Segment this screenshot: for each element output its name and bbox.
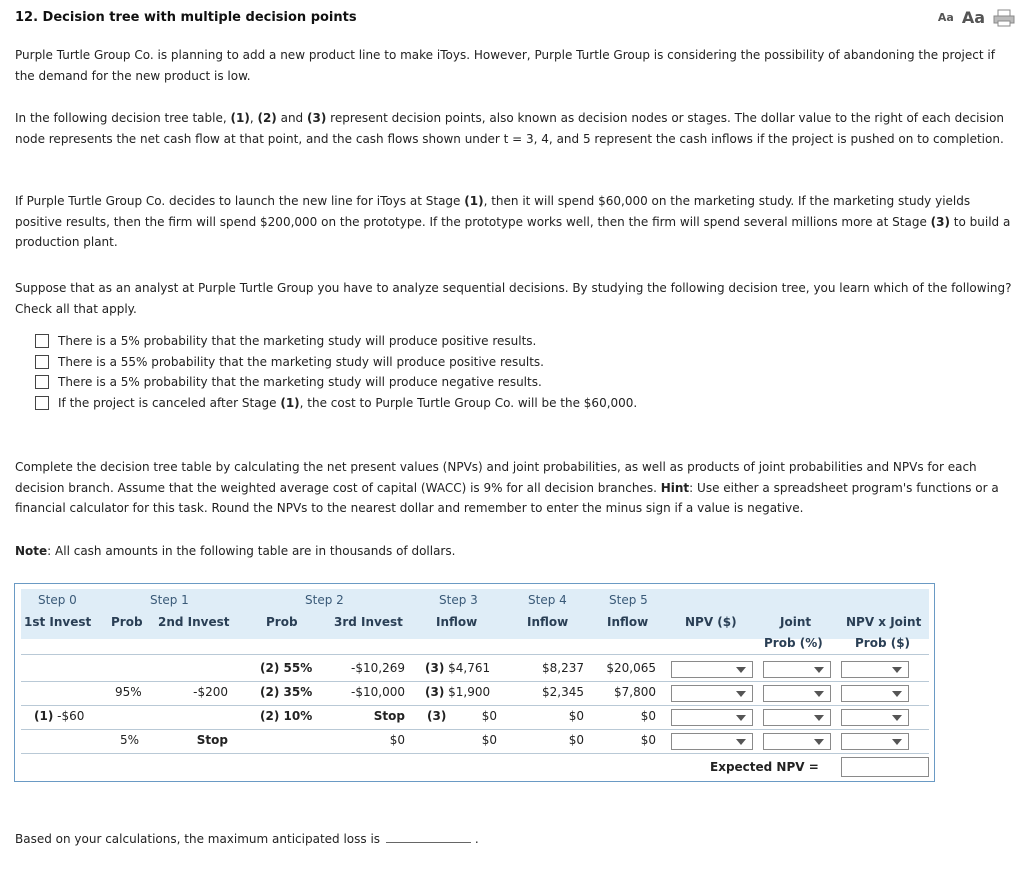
inflow-4-cell: $0 xyxy=(568,709,584,723)
row-divider xyxy=(21,753,929,754)
inflow-4-cell: $8,237 xyxy=(542,661,584,675)
chevron-down-icon xyxy=(814,715,824,721)
inflow-3-label: (3) xyxy=(427,709,447,723)
expected-npv-input[interactable] xyxy=(841,757,929,777)
step-5-label: Step 5 xyxy=(609,593,648,607)
chevron-down-icon xyxy=(814,691,824,697)
checklist-item[interactable]: There is a 55% probability that the marketing study will produce positive results. xyxy=(35,352,637,373)
decision-points-paragraph: In the following decision tree table, (1), (2) and (3) represent decision points, also known as decision nodes or stages. The dollar value to the right of each decision node represents the net cash flow at that point, and the cash flows shown under t = 3, 4, and 5 represent the cash inflows if the project is pushed on to completion. xyxy=(15,111,1005,146)
checkbox[interactable] xyxy=(35,375,49,389)
npv-dropdown[interactable] xyxy=(671,685,753,702)
decision-tree-table xyxy=(14,583,935,782)
header-prob-1: Prob xyxy=(111,615,143,629)
max-loss-input[interactable] xyxy=(386,829,471,843)
header-joint: Joint xyxy=(780,615,812,629)
inflow-5-cell: $0 xyxy=(640,709,656,723)
npv-dropdown[interactable] xyxy=(671,709,753,726)
prob-2-cell: (2) 55% xyxy=(260,661,313,675)
chevron-down-icon xyxy=(892,691,902,697)
answer-checklist xyxy=(35,331,637,413)
invest-2-cell: -$200 xyxy=(193,685,228,699)
chevron-down-icon xyxy=(736,667,746,673)
prob-1-cell: 5% xyxy=(120,733,140,747)
prob-2-cell: (2) 10% xyxy=(260,709,313,723)
npv-joint-dropdown[interactable] xyxy=(841,709,909,726)
npv-joint-dropdown[interactable] xyxy=(841,733,909,750)
row-divider xyxy=(21,681,929,682)
inflow-3-cell: $0 xyxy=(481,733,497,747)
inflow-3-cell: $0 xyxy=(481,709,497,723)
prob-2-cell: (2) 35% xyxy=(260,685,313,699)
checkbox[interactable] xyxy=(35,334,49,348)
invest-3-cell: -$10,000 xyxy=(351,685,405,699)
header-npv-joint: NPV x Joint xyxy=(846,615,922,629)
npv-dropdown[interactable] xyxy=(671,733,753,750)
header-inflow-5: Inflow xyxy=(607,615,649,629)
header-inflow-4: Inflow xyxy=(527,615,569,629)
instructions-paragraph: Complete the decision tree table by calculating the net present values (NPVs) and joint probabilities, as well as products of joint probabilities and NPVs for each decision branch. Assume that the weighted average cost of capital (WACC) is 9% for all decision branches. Hint: Use either a spreadsheet program's functions or a financial calculator for this task. Round the NPVs to the nearest dollar and remember to enter the minus sign if a value is negative. xyxy=(15,460,999,515)
invest-3-cell: -$10,269 xyxy=(351,661,405,675)
joint-prob-dropdown[interactable] xyxy=(763,685,831,702)
prob-1-cell: 95% xyxy=(115,685,142,699)
decrease-font-button[interactable]: Aa xyxy=(937,11,954,24)
header-1st-invest: 1st Invest xyxy=(24,615,92,629)
invest-3-cell: Stop xyxy=(373,709,405,723)
joint-prob-dropdown[interactable] xyxy=(763,661,831,678)
increase-font-button[interactable]: Aa xyxy=(961,8,985,27)
chevron-down-icon xyxy=(736,715,746,721)
inflow-4-cell: $2,345 xyxy=(542,685,584,699)
invest-2-cell: Stop xyxy=(196,733,228,747)
npv-joint-dropdown[interactable] xyxy=(841,661,909,678)
checklist-item[interactable]: There is a 5% probability that the marketing study will produce positive results. xyxy=(35,331,637,352)
chevron-down-icon xyxy=(892,667,902,673)
inflow-5-cell: $20,065 xyxy=(606,661,656,675)
question-title: 12. Decision tree with multiple decision points xyxy=(15,10,357,25)
chevron-down-icon xyxy=(814,667,824,673)
npv-joint-dropdown[interactable] xyxy=(841,685,909,702)
checkbox[interactable] xyxy=(35,396,49,410)
row-divider xyxy=(21,729,929,730)
inflow-5-cell: $7,800 xyxy=(614,685,656,699)
chevron-down-icon xyxy=(814,739,824,745)
checklist-item[interactable]: There is a 5% probability that the marketing study will produce negative results. xyxy=(35,372,637,393)
step-3-label: Step 3 xyxy=(439,593,478,607)
invest-1-cell: (1) -$60 xyxy=(34,709,85,723)
step-4-label: Step 4 xyxy=(528,593,567,607)
npv-dropdown[interactable] xyxy=(671,661,753,678)
header-divider xyxy=(21,654,929,655)
header-2nd-invest: 2nd Invest xyxy=(158,615,230,629)
invest-3-cell: $0 xyxy=(389,733,405,747)
chevron-down-icon xyxy=(892,739,902,745)
header-prob-2: Prob xyxy=(266,615,298,629)
inflow-5-cell: $0 xyxy=(640,733,656,747)
chevron-down-icon xyxy=(892,715,902,721)
expected-npv-label: Expected NPV = xyxy=(710,760,819,774)
header-npv-joint-prob: Prob ($) xyxy=(855,636,911,650)
note-paragraph: Note: All cash amounts in the following table are in thousands of dollars. xyxy=(15,544,456,558)
chevron-down-icon xyxy=(736,739,746,745)
inflow-3-cell: (3) $4,761 xyxy=(425,661,491,675)
analyst-prompt: Suppose that as an analyst at Purple Turtle Group you have to analyze sequential decisions. By studying the following decision tree, you learn which of the following? Check all that apply. xyxy=(15,281,1012,316)
header-3rd-invest: 3rd Invest xyxy=(334,615,403,629)
joint-prob-dropdown[interactable] xyxy=(763,733,831,750)
header-npv: NPV ($) xyxy=(685,615,737,629)
inflow-4-cell: $0 xyxy=(568,733,584,747)
intro-paragraph: Purple Turtle Group Co. is planning to add a new product line to make iToys. However, Purple Turtle Group is considering the possibility of abandoning the project if the demand for the new product is low. xyxy=(15,48,995,83)
joint-prob-dropdown[interactable] xyxy=(763,709,831,726)
header-joint-prob: Prob (%) xyxy=(764,636,823,650)
inflow-3-cell: (3) $1,900 xyxy=(425,685,491,699)
question-header xyxy=(15,10,1015,32)
checklist-item[interactable]: If the project is canceled after Stage (1), the cost to Purple Turtle Group Co. will be the $60,000. xyxy=(35,393,637,414)
row-divider xyxy=(21,705,929,706)
toolbar xyxy=(938,8,1015,27)
checkbox[interactable] xyxy=(35,355,49,369)
max-loss-question: Based on your calculations, the maximum anticipated loss is . xyxy=(15,829,1015,850)
step-1-label: Step 1 xyxy=(150,593,189,607)
step-2-label: Step 2 xyxy=(305,593,344,607)
stages-paragraph: If Purple Turtle Group Co. decides to launch the new line for iToys at Stage (1), then it will spend $60,000 on the marketing study. If the marketing study yields positive results, then the firm will spend $200,000 on the prototype. If the prototype works well, then the firm will spend several millions more at Stage (3) to build a production plant. xyxy=(15,194,1011,249)
print-icon[interactable] xyxy=(993,9,1015,27)
header-inflow-3: Inflow xyxy=(436,615,478,629)
chevron-down-icon xyxy=(736,691,746,697)
step-0-label: Step 0 xyxy=(38,593,77,607)
